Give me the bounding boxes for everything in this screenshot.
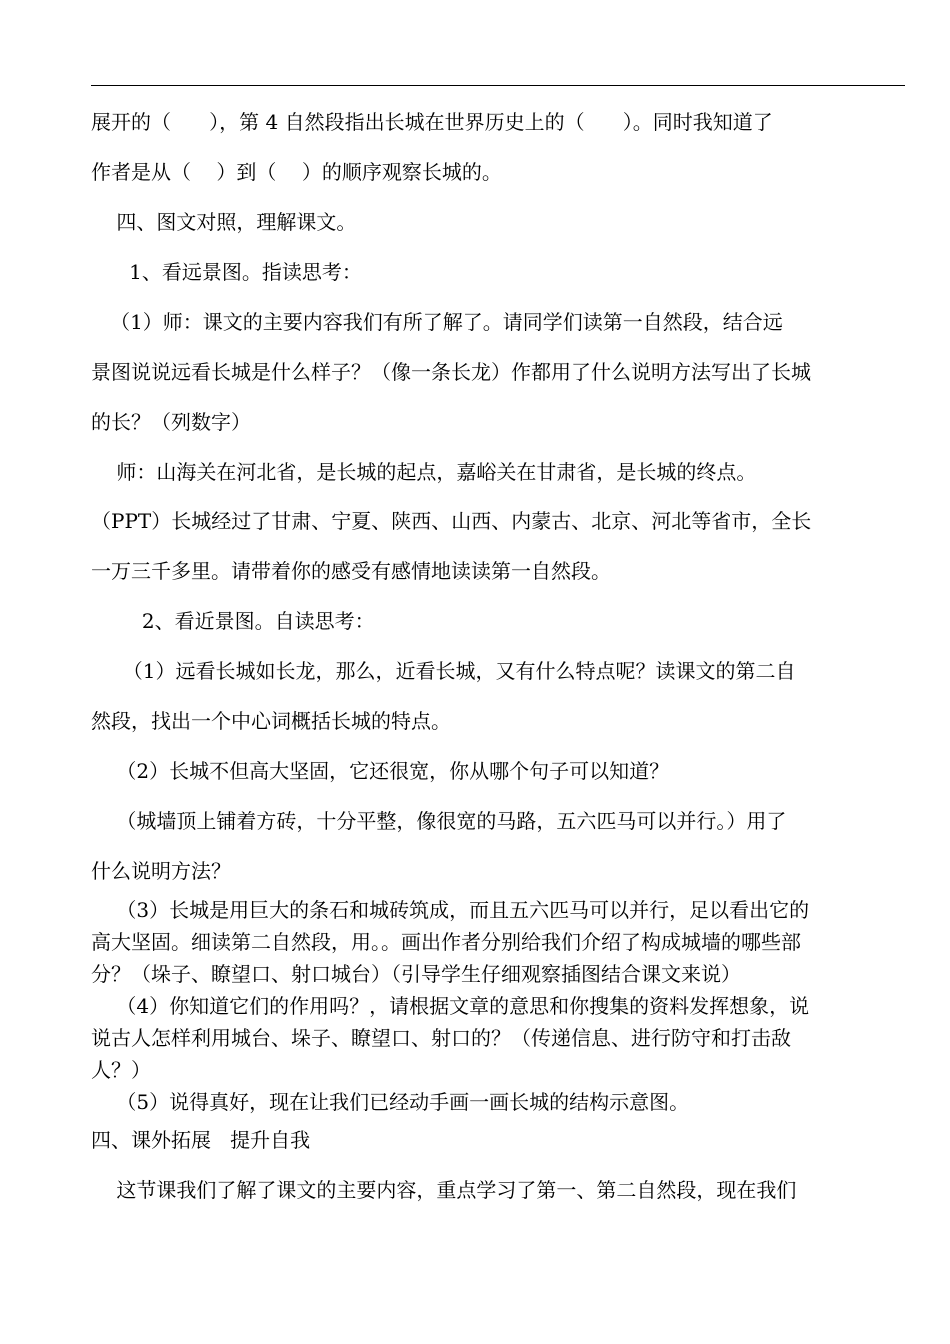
text-line: （1）师：课文的主要内容我们有所了解了。请同学们读第一自然段，结合远: [91, 310, 783, 334]
text-line: 分？（垛子、瞭望口、射口城台）（引导学生仔细观察插图结合课文来说）: [91, 962, 741, 986]
text-line: 说古人怎样利用城台、垛子、瞭望口、射口的？（传递信息、进行防守和打击敌: [91, 1026, 791, 1050]
text-line: 高大坚固。细读第二自然段，用。。画出作者分别给我们介绍了构成城墙的哪些部: [91, 930, 801, 954]
text-line: 人？）: [91, 1058, 151, 1082]
text-line: 展开的（ ），第 4 自然段指出长城在世界历史上的（ ）。同时我知道了: [91, 110, 773, 134]
text-line: （城墙顶上铺着方砖，十分平整，像很宽的马路，五六匹马可以并行。）用了: [91, 809, 787, 833]
section-heading: 四、图文对照，理解课文。: [91, 210, 357, 234]
text-line: （PPT）长城经过了甘肃、宁夏、陕西、山西、内蒙古、北京、河北等省市，全长: [91, 509, 812, 533]
text-line: 作者是从（ ）到（ ）的顺序观察长城的。: [91, 160, 502, 184]
text-line: （2）长城不但高大坚固，它还很宽，你从哪个句子可以知道？: [91, 759, 670, 783]
text-line: （1）远看长城如长龙，那么，近看长城，又有什么特点呢？读课文的第二自: [91, 659, 796, 683]
text-line: 这节课我们了解了课文的主要内容，重点学习了第一、第二自然段，现在我们: [91, 1178, 797, 1202]
text-line: 什么说明方法？: [91, 859, 231, 883]
text-line: 景图说说远看长城是什么样子？（像一条长龙）作都用了什么说明方法写出了长城: [91, 360, 811, 384]
section-heading: 四、课外拓展 提升自我: [91, 1128, 311, 1152]
subsection-heading: 1、看远景图。指读思考：: [91, 260, 362, 284]
text-line: 的长？（列数字）: [91, 410, 251, 434]
text-line: （3）长城是用巨大的条石和城砖筑成，而且五六匹马可以并行，足以看出它的: [91, 898, 810, 922]
text-line: （4）你知道它们的作用吗？，请根据文章的意思和你搜集的资料发挥想象，说: [91, 994, 810, 1018]
header-rule: [91, 85, 905, 86]
text-line: 师：山海关在河北省，是长城的起点，嘉峪关在甘肃省，是长城的终点。: [91, 460, 757, 484]
text-line: （5）说得真好，现在让我们已经动手画一画长城的结构示意图。: [91, 1090, 690, 1114]
text-line: 一万三千多里。请带着你的感受有感情地读读第一自然段。: [91, 559, 611, 583]
text-line: 然段，找出一个中心词概括长城的特点。: [91, 709, 451, 733]
subsection-heading: 2、看近景图。自读思考：: [91, 609, 375, 633]
